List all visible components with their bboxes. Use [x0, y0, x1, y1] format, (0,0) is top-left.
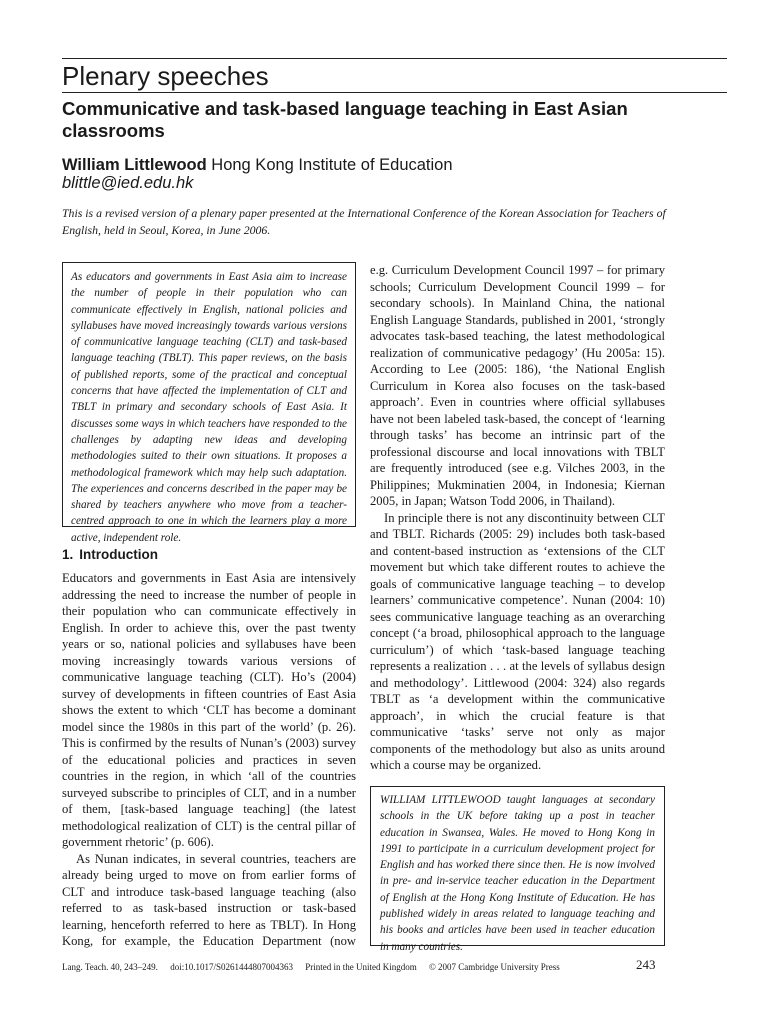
- introduction-number: 1.: [62, 547, 74, 562]
- footer-copyright: © 2007 Cambridge University Press: [428, 962, 560, 972]
- abstract-box: [62, 262, 356, 544]
- paper-title: Communicative and task-based language teaching in East Asian classrooms: [62, 98, 628, 141]
- intro-paragraph-2: As Nunan indicates, in several countries, teachers are already being urged to move on from earlier forms of CLT and introduce task-based language teaching (also referred to as task-based instruction or task-based learning, henceforth referred to here as TBLT). In Hong Kong, for example, the Education Department (now: [62, 851, 356, 948]
- page-footer: [62, 960, 662, 974]
- right-paragraph-2: In principle there is not any discontinuity between CLT and TBLT. Richards (2005: 29) includes both task-based and content-based instruction as ‘extensions of the CLT movement but which take different routes to achieve the goals of communicative language teaching – to develop learners’ communicative competence’. Nunan (2004: 10) sees communicative language teaching as an overarching concept (‘a broad, philosophical approach to the language curriculum’) of which ‘task-based language teaching represents a realization . . . at the levels of syllabus design and methodology’. Littlewood (2004: 324) also regards TBLT as ‘a development within the communicative approach’, in which the crucial feature is that communicative ‘tasks’ serve not only as major components of the methodology but also as units around which a course may be organized.: [370, 510, 665, 772]
- revision-note: This is a revised version of a plenary paper presented at the International Conference of the Korean Association for Teachers of English, held in Seoul, Korea, in June 2006.: [62, 206, 666, 237]
- right-column-body: [370, 262, 665, 772]
- author-affiliation: Hong Kong Institute of Education: [211, 156, 453, 174]
- introduction-title: Introduction: [79, 547, 158, 562]
- header-top-rule: [62, 58, 727, 59]
- header-bottom-rule: [62, 92, 727, 93]
- author-email[interactable]: blittle@ied.edu.hk: [62, 174, 194, 192]
- page-number: 243: [636, 957, 656, 972]
- abstract-text: As educators and governments in East Asia aim to increase the number of people in their population who can communicate effectively in English, national policies and syllabuses have moved increasingly towards various versions of communicative language teaching (CLT) and task-based language teaching (TBLT). This paper reviews, on the basis of published reports, some of the practical and conceptual concerns that have affected the implementation of CLT and TBLT in primary and secondary schools of East Asia. It discusses some ways in which teachers have responded to the challenges by adapting new ideas and developing methodologies suited to their own situations. It proposes a methodological framework which may help such adaptation. The experiences and concerns described in the paper may be shared by teachers anywhere who move from a teacher-centred approach to one in which the learners play a more active, independent role.: [71, 271, 347, 544]
- footer-citation: Lang. Teach. 40, 243–249.: [62, 962, 158, 972]
- author-line: [62, 155, 453, 175]
- left-column-body: [62, 570, 356, 950]
- footer-doi[interactable]: doi:10.1017/S0261444807004363: [170, 962, 293, 972]
- intro-paragraph-1: Educators and governments in East Asia are intensively addressing the need to increase the number of people in their population who can communicate effectively in English. In order to achieve this, over the past twenty years or so, national policies and syllabuses have been moving increasingly towards various versions of communicative language teaching (CLT). Ho’s (2004) survey of developments in fifteen countries of East Asia shows the extent to which ‘CLT has become a dominant model since the 1980s in this part of the world’ (p. 26). This is confirmed by the results of Nunan’s (2003) survey of the educational policies and practices in seven countries in the region, in which ‘all of the countries surveyed subscribe to principles of CLT, and in a number of them, [task-based language teaching] (the latest methodological realization of CLT) is the central pillar of government rhetoric’ (p. 606).: [62, 571, 356, 849]
- author-bio-box: [370, 786, 665, 953]
- author-bio-text: WILLIAM LITTLEWOOD taught languages at secondary schools in the UK before taking up a post in teacher education in Swansea, Wales. He moved to Hong Kong in 1991 to participate in a curriculum development project for English and has worked there since then. He is now involved in pre- and in-service teacher education in the Department of English at the Hong Kong Institute of Education. He has published widely in areas related to language teaching and his books and articles have been used in teacher education in many countries.: [380, 794, 655, 953]
- author-name: William Littlewood: [62, 156, 207, 174]
- right-paragraph-1: e.g. Curriculum Development Council 1997 – for primary schools; Curriculum Development Council 1999 – for secondary schools). In Mainland China, the national English Language Standards, published in 2001, ‘strongly advocates task-based teaching, the latest methodological realization of communicative pedagogy’ (Hu 2005a: 15). According to Lee (2005: 186), ‘the National English Curriculum in Korea also focuses on the task-based approach’. Even in countries where official syllabuses have not been labeled task-based, the concept of ‘learning through tasks’ has become an intrinsic part of the professional discourse and local innovations with TBLT are frequently introduced (see e.g. Vilches 2003, in the Philippines; Mukminatien 2004, in Indonesia; Kiernan 2005, in Japan; Watson Todd 2006, in Thailand).: [370, 263, 665, 508]
- section-header: Plenary speeches: [62, 61, 269, 91]
- introduction-heading: [62, 546, 158, 564]
- footer-printed: Printed in the United Kingdom: [305, 962, 417, 972]
